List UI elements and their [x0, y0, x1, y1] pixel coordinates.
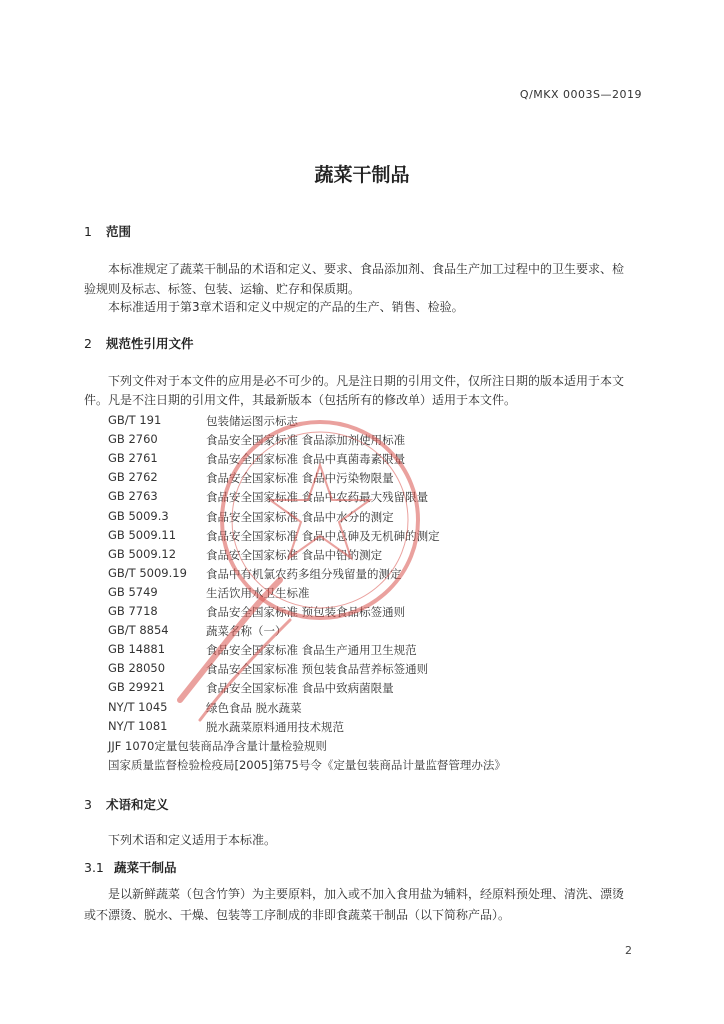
reference-title: 食品安全国家标准 食品添加剂使用标准 — [206, 433, 406, 448]
reference-jjf: JJF 1070定量包装商品净含量计量检验规则 — [108, 739, 327, 753]
reference-item — [108, 432, 648, 450]
document-id: Q/MKX 0003S—2019 — [519, 88, 642, 101]
subsection-title: 蔬菜干制品 — [114, 860, 177, 875]
reference-code: GB 2763 — [108, 489, 158, 504]
section-title: 术语和定义 — [106, 797, 169, 812]
reference-title: 食品安全国家标准 食品中铅的测定 — [206, 547, 383, 562]
section-1-para-line: 验规则及标志、标签、包装、运输、贮存和保质期。 — [84, 282, 361, 296]
reference-code: GB 14881 — [108, 642, 166, 657]
reference-title: 生活饮用水卫生标准 — [206, 585, 310, 600]
reference-item — [108, 642, 648, 660]
reference-code: GB 5009.12 — [108, 546, 177, 561]
reference-code: GB 2760 — [108, 432, 158, 447]
reference-title: 脱水蔬菜原料通用技术规范 — [206, 719, 344, 734]
page-number: 2 — [625, 944, 632, 957]
reference-title: 食品安全国家标准 食品中真菌毒素限量 — [206, 452, 406, 467]
reference-item — [108, 661, 648, 679]
subsection-number: 3.1 — [84, 860, 104, 875]
reference-title: 包装储运图示标志 — [206, 414, 298, 428]
section-1-para-line: 本标准规定了蔬菜干制品的术语和定义、要求、食品添加剂、食品生产加工过程中的卫生要求、检 — [108, 262, 625, 276]
reference-code: GB 28050 — [108, 661, 166, 676]
section-2-intro-line: 下列文件对于本文件的应用是必不可少的。凡是注日期的引用文件，仅所注日期的版本适用于本文 — [108, 374, 625, 388]
reference-title: 食品安全国家标准 预包装食品标签通则 — [206, 605, 406, 619]
section-1-heading — [84, 222, 131, 240]
reference-title: 蔬菜名称（一） — [206, 624, 287, 639]
reference-item — [108, 566, 648, 584]
reference-title: 食品安全国家标准 食品中污染物限量 — [206, 471, 394, 486]
reference-item — [108, 413, 648, 431]
reference-code: GB 29921 — [108, 680, 166, 695]
reference-notice: 国家质量监督检验检疫局[2005]第75号令《定量包装商品计量监督管理办法》 — [108, 758, 506, 772]
reference-item — [108, 509, 648, 527]
reference-title: 食品中有机氯农药多组分残留量的测定 — [206, 566, 402, 581]
section-number: 3 — [84, 797, 92, 812]
reference-code: NY/T 1045 — [108, 699, 168, 714]
reference-item — [108, 623, 648, 641]
reference-code: NY/T 1081 — [108, 718, 168, 733]
reference-code: GB 2762 — [108, 470, 158, 485]
section-2-intro-line: 件。凡是不注日期的引用文件，其最新版本（包括所有的修改单）适用于本文件。 — [84, 393, 517, 407]
reference-list — [108, 413, 648, 773]
section-number: 2 — [84, 336, 92, 351]
definition-line: 或不漂烫、脱水、干燥、包装等工序制成的非即食蔬菜干制品（以下简称产品）。 — [84, 908, 511, 922]
reference-code: GB 2761 — [108, 451, 158, 466]
reference-item — [108, 470, 648, 488]
subsection-3-1-heading — [84, 858, 177, 876]
reference-item — [108, 719, 648, 737]
reference-title: 食品安全国家标准 食品中农药最大残留限量 — [206, 490, 429, 505]
reference-code: GB/T 5009.19 — [108, 565, 187, 580]
reference-code: GB 7718 — [108, 604, 158, 618]
reference-item — [108, 585, 648, 603]
section-title: 规范性引用文件 — [106, 336, 194, 351]
reference-item — [108, 451, 648, 469]
reference-code: GB/T 191 — [108, 413, 162, 427]
reference-item — [108, 604, 648, 622]
reference-title: 绿色食品 脱水蔬菜 — [206, 700, 302, 715]
reference-item — [108, 700, 648, 718]
reference-title: 食品安全国家标准 食品中致病菌限量 — [206, 681, 394, 696]
section-2-heading — [84, 334, 194, 352]
reference-item — [108, 489, 648, 507]
reference-title: 食品安全国家标准 预包装食品营养标签通则 — [206, 662, 429, 677]
section-title: 范围 — [106, 224, 132, 239]
reference-item — [108, 680, 648, 698]
reference-code: GB/T 8854 — [108, 623, 169, 638]
section-number: 1 — [84, 224, 92, 239]
reference-code: GB 5749 — [108, 584, 158, 599]
reference-title: 食品安全国家标准 食品生产通用卫生规范 — [206, 643, 417, 658]
reference-code: GB 5009.11 — [108, 527, 177, 542]
reference-item — [108, 528, 648, 546]
definition-line: 是以新鲜蔬菜（包含竹笋）为主要原料，加入或不加入食用盐为辅料，经原料预处理、清洗、漂烫 — [108, 887, 625, 901]
section-3-intro: 下列术语和定义适用于本标准。 — [108, 833, 277, 847]
section-1-para-line: 本标准适用于第3章术语和定义中规定的产品的生产、销售、检验。 — [108, 300, 464, 314]
section-3-heading — [84, 795, 169, 813]
reference-code: GB 5009.3 — [108, 508, 169, 523]
document-title: 蔬菜干制品 — [314, 164, 410, 186]
reference-title: 食品安全国家标准 食品中总砷及无机砷的测定 — [206, 528, 440, 543]
reference-title: 食品安全国家标准 食品中水分的测定 — [206, 509, 394, 524]
reference-item — [108, 547, 648, 565]
